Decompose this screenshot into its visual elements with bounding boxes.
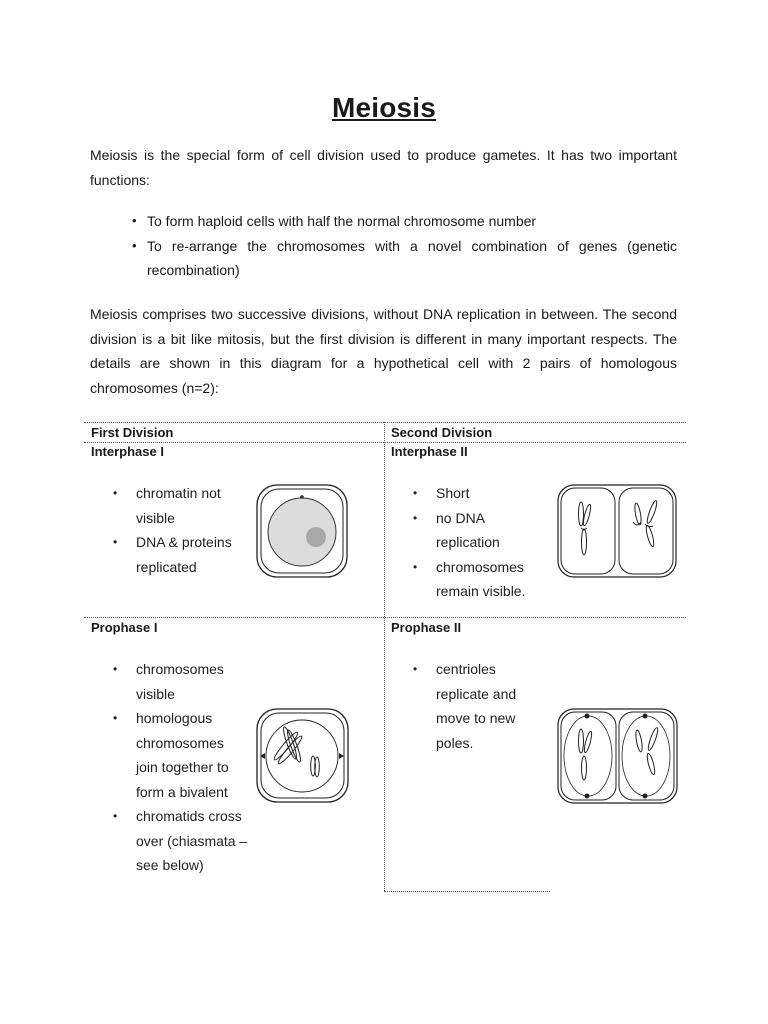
bullet-icon: • — [413, 559, 418, 574]
list-item: • chromatids cross over (chiasmata – see below) — [113, 804, 248, 878]
bullet-icon: • — [132, 237, 137, 253]
list-item: • homologous chromosomes join together to form a bivalent — [113, 706, 248, 804]
column-header-second-division: Second Division — [391, 425, 493, 440]
bullet-icon: • — [113, 711, 118, 725]
interphase-i-list — [113, 481, 238, 579]
bullet-icon: • — [113, 662, 118, 676]
prophase-ii-cells-diagram — [557, 708, 678, 804]
list-item: • centrioles replicate and move to new poles. — [413, 657, 538, 755]
list-item: • chromatin not visible — [113, 481, 238, 530]
list-item: • chromosomes remain visible. — [413, 555, 538, 604]
intro-paragraph: Meiosis is the special form of cell division used to produce gametes. It has two important functions: — [90, 147, 677, 188]
body-paragraph: Meiosis comprises two successive divisions, without DNA replication in between. The second division is a bit like mitosis, but the first division is different in many important respects. The details are shown in this diagram for a hypothetical cell with 2 pairs of homologous chromosomes (n=2): — [90, 306, 677, 396]
bullet-icon: • — [113, 535, 118, 549]
table-column-divider — [384, 422, 385, 891]
stage-title-interphase-ii: Interphase II — [391, 444, 468, 459]
page-title: Meiosis — [331, 92, 437, 123]
list-item: • no DNA replication — [413, 506, 538, 555]
bullet-icon: • — [113, 809, 118, 823]
nucleolus-icon — [306, 527, 326, 547]
prophase-ii-list — [413, 657, 538, 755]
list-item: • chromosomes visible — [113, 657, 248, 706]
table-bottom-border — [384, 891, 550, 892]
table-row-border — [84, 617, 686, 618]
bullet-icon: • — [413, 486, 418, 500]
interphase-ii-cells-diagram — [557, 484, 677, 578]
table-top-border — [84, 422, 686, 423]
bullet-icon: • — [113, 486, 118, 500]
bullet-icon: • — [132, 213, 137, 228]
prophase-i-cell-diagram — [256, 708, 349, 803]
stage-title-prophase-i: Prophase I — [91, 620, 158, 635]
list-item: • To re-arrange the chromosomes with a novel combination of genes (genetic recombination) — [130, 234, 677, 283]
prophase-i-list — [113, 657, 248, 878]
list-item: • To form haploid cells with half the normal chromosome number — [130, 209, 677, 234]
list-item: • DNA & proteins replicated — [113, 530, 238, 579]
stage-title-prophase-ii: Prophase II — [391, 620, 462, 635]
column-header-first-division: First Division — [91, 425, 174, 440]
stage-title-interphase-i: Interphase I — [91, 444, 164, 459]
interphase-i-cell-diagram — [256, 484, 348, 578]
bullet-icon: • — [413, 510, 418, 525]
functions-list — [130, 209, 677, 283]
list-item: • Short — [413, 481, 538, 506]
table-header-border — [84, 442, 686, 443]
nucleus-icon — [268, 498, 336, 566]
bullet-icon: • — [413, 662, 418, 676]
interphase-ii-list — [413, 481, 538, 604]
